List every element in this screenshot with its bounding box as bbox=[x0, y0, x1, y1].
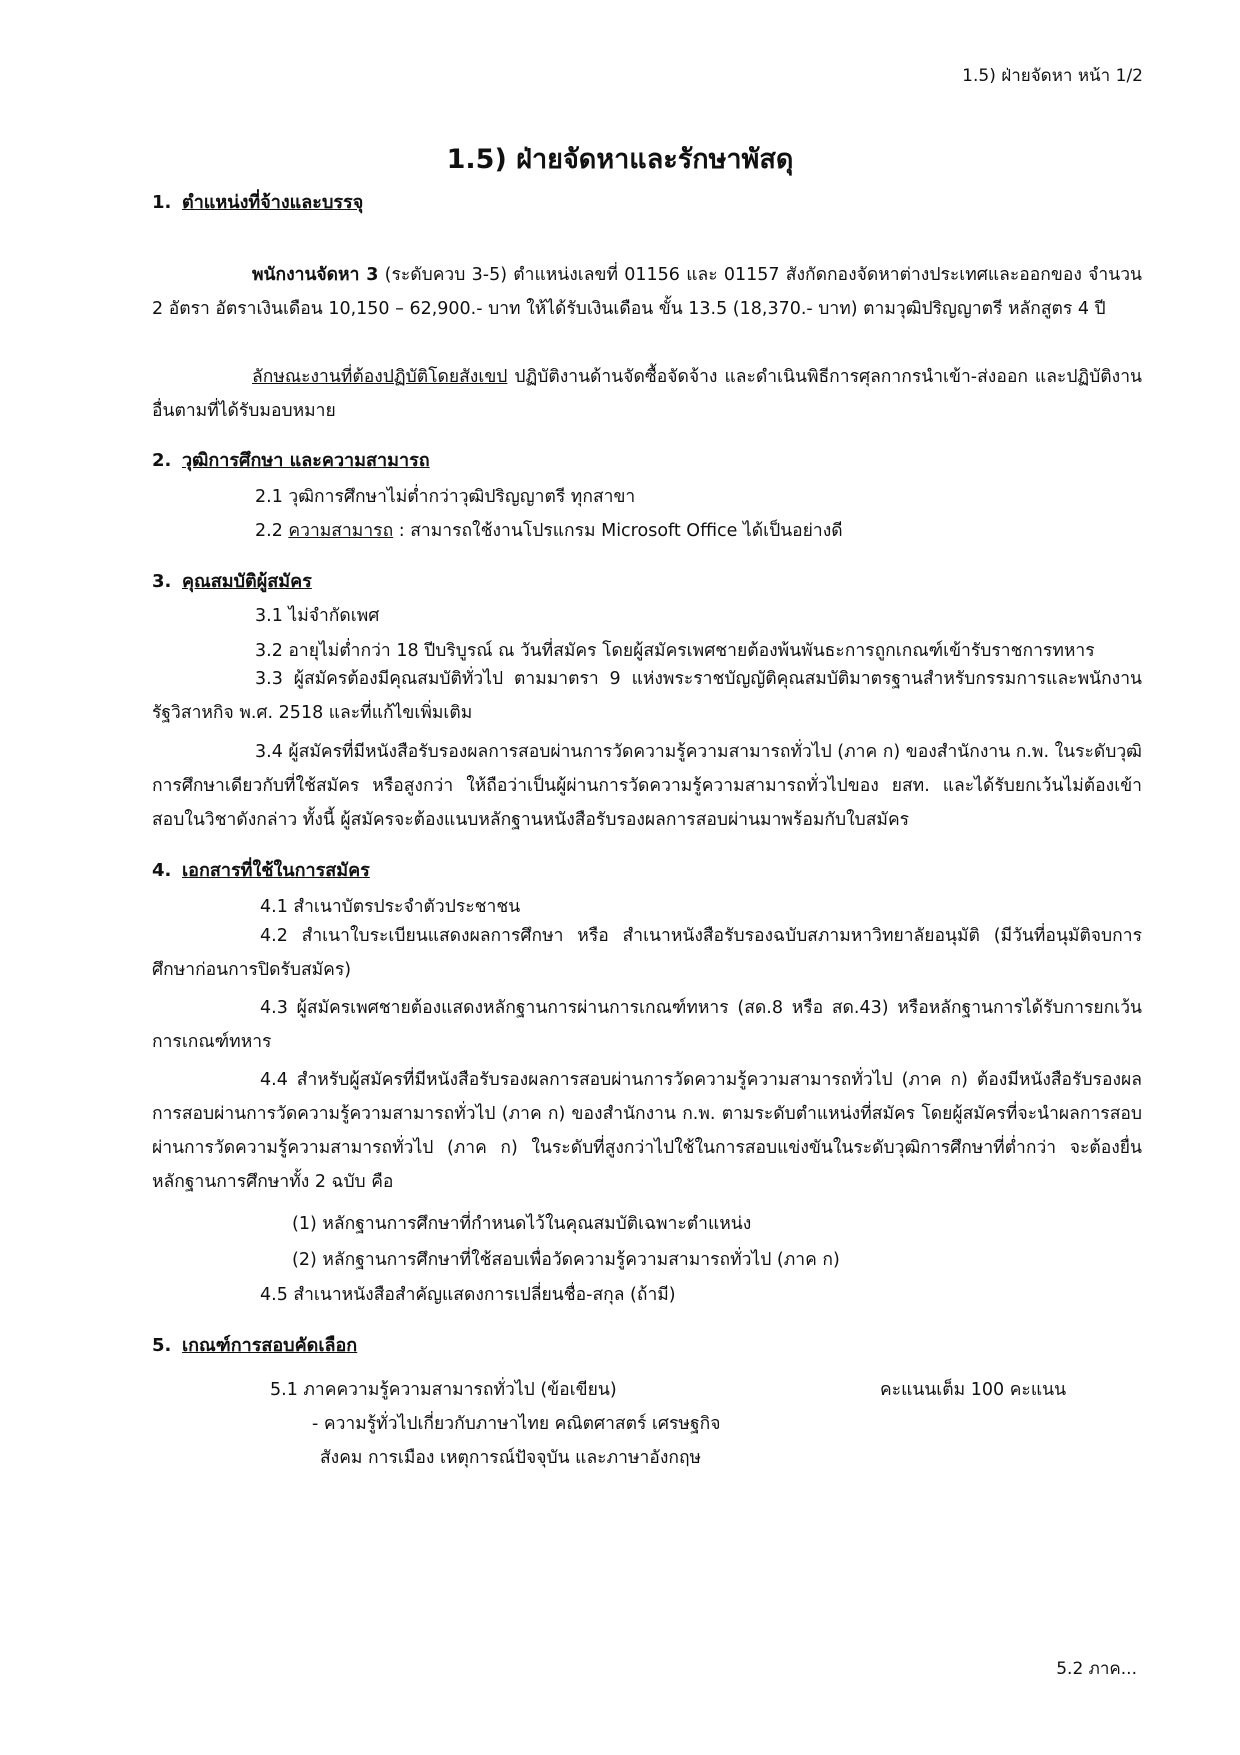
section-2-heading bbox=[152, 445, 430, 474]
section-1-duty-paragraph bbox=[152, 360, 1142, 428]
item-5-1-detail-2: สังคม การเมือง เหตุการณ์ปัจจุบัน และภาษาอังกฤษ bbox=[320, 1448, 702, 1468]
item-5-1-score: คะแนนเต็ม 100 คะแนน bbox=[880, 1380, 1067, 1400]
item-2-2-number: 2.2 bbox=[255, 521, 289, 541]
item-3-2: 3.2 อายุไม่ต่ำกว่า 18 ปีบริบูรณ์ ณ วันที่สมัคร โดยผู้สมัครเพศชายต้องพ้นพันธะการถูกเกณฑ์เข้ารับราชการทหาร bbox=[255, 641, 1095, 661]
item-5-1-detail-1: - ความรู้ทั่วไปเกี่ยวกับภาษาไทย คณิตศาสตร์ เศรษฐกิจ bbox=[312, 1414, 721, 1434]
section-1-number: 1. bbox=[152, 192, 172, 213]
item-2-2 bbox=[255, 516, 843, 544]
item-4-4-sub-1: (1) หลักฐานการศึกษาที่กำหนดไว้ในคุณสมบัติเฉพาะตำแหน่ง bbox=[292, 1214, 752, 1234]
item-3-1: 3.1 ไม่จำกัดเพศ bbox=[255, 606, 380, 626]
item-2-2-detail: : สามารถใช้งานโปรแกรม Microsoft Office ได้เป็นอย่างดี bbox=[393, 521, 843, 541]
item-2-2-label: ความสามารถ bbox=[288, 521, 394, 541]
item-4-4-text: 4.4 สำหรับผู้สมัครที่มีหนังสือรับรองผลการสอบผ่านการวัดความรู้ความสามารถทั่วไป (ภาค ก) ต้องมีหนังสือรับรองผลการสอบผ่านการวัดความรู้ความสามารถทั่วไป (ภาค ก) ของสำนักงาน ก.พ. ตามระดับตำแหน่งที่สมัคร โดยผู้สมัครที่จะนำผลการสอบผ่านการวัดความรู้ความสามารถทั่วไป (ภาค ก) ในระดับที่สูงกว่าไปใช้ในการสอบแข่งขันในระดับวุฒิการศึกษาที่ต่ำกว่า จะต้องยื่นหลักฐานการศึกษาทั้ง 2 ฉบับ คือ bbox=[152, 1070, 1142, 1192]
section-4-title: เอกสารที่ใช้ในการสมัคร bbox=[182, 860, 370, 881]
section-1-title: ตำแหน่งที่จ้างและบรรจุ bbox=[182, 192, 364, 213]
item-2-1: 2.1 วุฒิการศึกษาไม่ต่ำกว่าวุฒิปริญญาตรี ทุกสาขา bbox=[255, 487, 636, 507]
section-5-heading bbox=[152, 1330, 357, 1359]
section-5-number: 5. bbox=[152, 1335, 172, 1356]
position-title: พนักงานจัดหา 3 bbox=[252, 265, 379, 285]
item-4-3 bbox=[152, 991, 1142, 1059]
section-4-number: 4. bbox=[152, 860, 172, 881]
item-3-4 bbox=[152, 735, 1142, 837]
item-3-4-text: 3.4 ผู้สมัครที่มีหนังสือรับรองผลการสอบผ่านการวัดความรู้ความสามารถทั่วไป (ภาค ก) ของสำนักงาน ก.พ. ในระดับวุฒิการศึกษาเดียวกับที่ใช้สมัคร หรือสูงกว่า ให้ถือว่าเป็นผู้ผ่านการวัดความรู้ความสามารถทั่วไปของ ยสท. และได้รับยกเว้นไม่ต้องเข้าสอบในวิชาดังกล่าว ทั้งนี้ ผู้สมัครจะต้องแนบหลักฐานหนังสือรับรองผลการสอบผ่านมาพร้อมกับใบสมัคร bbox=[152, 742, 1142, 830]
page-label: 1.5) ฝ่ายจัดหา หน้า 1/2 bbox=[962, 66, 1143, 86]
section-2-title: วุฒิการศึกษา และความสามารถ bbox=[182, 450, 430, 471]
section-5-title: เกณฑ์การสอบคัดเลือก bbox=[182, 1335, 358, 1356]
item-3-3 bbox=[152, 662, 1142, 730]
section-2-number: 2. bbox=[152, 450, 172, 471]
item-3-3-text: 3.3 ผู้สมัครต้องมีคุณสมบัติทั่วไป ตามมาตรา 9 แห่งพระราชบัญญัติคุณสมบัติมาตรฐานสำหรับกรรมการและพนักงานรัฐวิสาหกิจ พ.ศ. 2518 และที่แก้ไขเพิ่มเติม bbox=[152, 669, 1142, 723]
page-title: 1.5) ฝ่ายจัดหาและรักษาพัสดุ bbox=[446, 144, 794, 175]
item-4-1: 4.1 สำเนาบัตรประจำตัวประชาชน bbox=[260, 897, 521, 917]
section-1-position-paragraph bbox=[152, 258, 1142, 326]
duty-detail: ปฏิบัติงานด้านจัดซื้อจัดจ้าง และดำเนินพิธีการศุลกากรนำเข้า-ส่งออก และปฏิบัติงานอื่นตามที่ได้รับมอบหมาย bbox=[152, 367, 1142, 421]
continuation-note: 5.2 ภาค... bbox=[1056, 1659, 1137, 1679]
section-1-heading bbox=[152, 187, 363, 216]
item-4-2 bbox=[152, 919, 1142, 987]
section-3-title: คุณสมบัติผู้สมัคร bbox=[182, 571, 312, 592]
item-5-1: 5.1 ภาคความรู้ความสามารถทั่วไป (ข้อเขียน) bbox=[270, 1380, 617, 1400]
item-4-4 bbox=[152, 1063, 1142, 1199]
section-3-number: 3. bbox=[152, 571, 172, 592]
section-3-heading bbox=[152, 566, 312, 595]
item-4-3-text: 4.3 ผู้สมัครเพศชายต้องแสดงหลักฐานการผ่านการเกณฑ์ทหาร (สด.8 หรือ สด.43) หรือหลักฐานการได้รับการยกเว้นการเกณฑ์ทหาร bbox=[152, 998, 1142, 1052]
duty-label: ลักษณะงานที่ต้องปฏิบัติโดยสังเขป bbox=[252, 367, 508, 387]
item-4-5: 4.5 สำเนาหนังสือสำคัญแสดงการเปลี่ยนชื่อ-สกุล (ถ้ามี) bbox=[260, 1285, 676, 1305]
position-detail: (ระดับควบ 3-5) ตำแหน่งเลขที่ 01156 และ 01157 สังกัดกองจัดหาต่างประเทศและออกของ จำนวน 2 อัตรา อัตราเงินเดือน 10,150 – 62,900.- บาท ให้ได้รับเงินเดือน ขั้น 13.5 (18,370.- บาท) ตามวุฒิปริญญาตรี หลักสูตร 4 ปี bbox=[152, 265, 1142, 319]
item-4-2-text: 4.2 สำเนาใบระเบียนแสดงผลการศึกษา หรือ สำเนาหนังสือรับรองฉบับสภามหาวิทยาลัยอนุมัติ (มีวันที่อนุมัติจบการศึกษาก่อนการปิดรับสมัคร) bbox=[152, 926, 1142, 980]
section-4-heading bbox=[152, 855, 370, 884]
item-4-4-sub-2: (2) หลักฐานการศึกษาที่ใช้สอบเพื่อวัดความรู้ความสามารถทั่วไป (ภาค ก) bbox=[292, 1250, 840, 1270]
